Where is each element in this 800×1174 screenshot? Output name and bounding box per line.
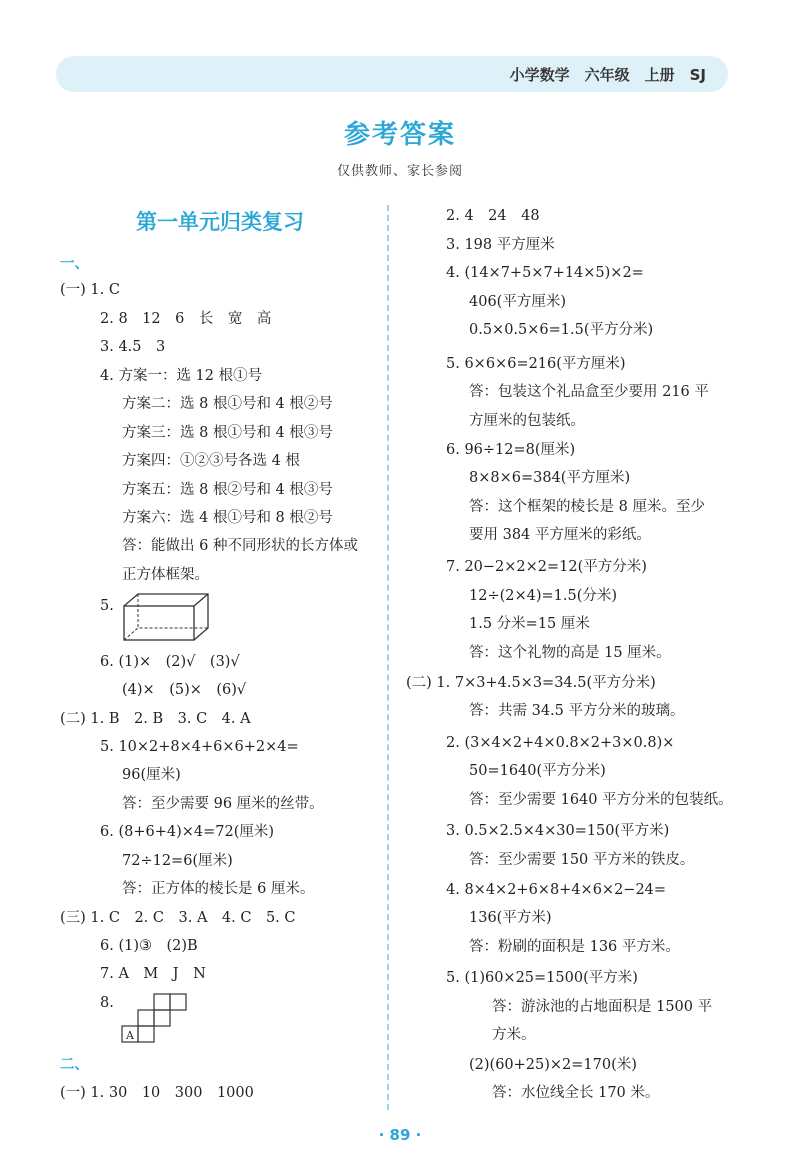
answer-line: 二、 [60,1057,89,1073]
answer-line: 1.5 分米=15 厘米 [469,616,590,632]
answer-line: 答：能做出 6 种不同形状的长方体或 [122,538,358,554]
answer-line: 答：共需 34.5 平方分米的玻璃。 [469,703,685,719]
answer-line: 406(平方厘米) [469,294,566,310]
answer-line: 3. 0.5×2.5×4×30=150(平方米) [446,823,670,839]
answer-line: 方案二：选 8 根①号和 4 根②号 [122,396,333,412]
answer-line: 96(厘米) [122,767,181,783]
answer-line: 答：游泳池的占地面积是 1500 平 [492,999,713,1015]
answer-line: 答：至少需要 150 平方米的铁皮。 [469,852,695,868]
answer-line: 答：这个框架的棱长是 8 厘米。至少 [469,499,705,515]
answer-line: 5. 10×2+8×4+6×6+2×4= [100,739,299,755]
answer-line: 方厘米的包装纸。 [469,413,585,429]
cube-net-label: A [126,1029,134,1042]
answer-line: 答：至少需要 96 厘米的丝带。 [122,796,324,812]
answer-line: 4. 方案一：选 12 根①号 [100,368,263,384]
answer-line: (二) 1. 7×3+4.5×3=34.5(平方分米) [406,675,656,691]
answer-line: 答：粉刷的面积是 136 平方米。 [469,939,680,955]
answer-line: 3. 198 平方厘米 [446,237,555,253]
answer-line: 方案四：①②③号各选 4 根 [122,453,300,469]
answer-line: 72÷12=6(厘米) [122,853,233,869]
answer-line: 方案三：选 8 根①号和 4 根③号 [122,425,333,441]
answer-line: 5. 6×6×6=216(平方厘米) [446,356,626,372]
answer-line: (二) 1. B 2. B 3. C 4. A [60,711,251,727]
answer-line: 0.5×0.5×6=1.5(平方分米) [469,322,654,338]
header-bar [56,56,728,92]
answer-line: 7. 20−2×2×2=12(平方分米) [446,559,647,575]
answer-line: 方案五：选 8 根②号和 4 根③号 [122,482,333,498]
answer-line: (三) 1. C 2. C 3. A 4. C 5. C [60,910,296,926]
answer-line: 12÷(2×4)=1.5(分米) [469,588,618,604]
answer-line: 7. A M J N [100,966,206,982]
answer-line: 8×8×6=384(平方厘米) [469,470,631,486]
answer-line: 答：正方体的棱长是 6 厘米。 [122,881,315,897]
answer-line: 3. 4.5 3 [100,339,166,355]
answer-line: 5. (1)60×25=1500(平方米) [446,970,638,986]
answer-line: 答：水位线全长 170 米。 [492,1085,660,1101]
answer-line: (一) 1. 30 10 300 1000 [60,1085,254,1101]
answer-line: 答：这个礼物的高是 15 厘米。 [469,645,671,661]
answer-line: 4. 8×4×2+6×8+4×6×2−24= [446,882,667,898]
answer-line: 2. 8 12 6 长 宽 高 [100,311,272,327]
page-subtitle: 仅供教师、家长参阅 [336,164,463,179]
answer-line: 2. (3×4×2+4×0.8×2+3×0.8)× [446,735,675,751]
answer-line: 8. [100,995,114,1011]
answer-line: 方米。 [492,1027,536,1043]
answer-line: 2. 4 24 48 [446,208,540,224]
answer-line: (2)(60+25)×2=170(米) [469,1057,637,1073]
answer-line: 6. (1)× (2)√ (3)√ [100,654,240,670]
unit-title: 第一单元归类复习 [136,210,304,234]
answer-line: 5. [100,598,114,614]
answer-line: 一、 [60,256,89,272]
answer-line: 50=1640(平方分米) [469,763,606,779]
answer-line: 6. (1)③ (2)B [100,938,198,954]
answer-line: 6. (8+6+4)×4=72(厘米) [100,824,275,840]
answer-line: 136(平方米) [469,910,552,926]
answer-line: 要用 384 平方厘米的彩纸。 [469,527,651,543]
page-title: 参考答案 [343,120,456,150]
cube-net-figure [120,992,190,1048]
page-number: · 89 · [378,1126,422,1144]
answer-line: (一) 1. C [60,282,120,298]
header-text: 小学数学 六年级 上册 SJ [509,66,706,84]
cuboid-figure [122,592,212,644]
answer-line: 正方体框架。 [122,567,209,583]
answer-line: 6. 96÷12=8(厘米) [446,442,576,458]
answer-line: 4. (14×7+5×7+14×5)×2= [446,265,644,281]
answer-line: 答：包装这个礼品盒至少要用 216 平 [469,384,709,400]
answer-line: 方案六：选 4 根①号和 8 根②号 [122,510,333,526]
column-divider [387,205,389,1110]
answer-line: (4)× (5)× (6)√ [122,682,247,698]
answer-line: 答：至少需要 1640 平方分米的包装纸。 [469,792,733,808]
